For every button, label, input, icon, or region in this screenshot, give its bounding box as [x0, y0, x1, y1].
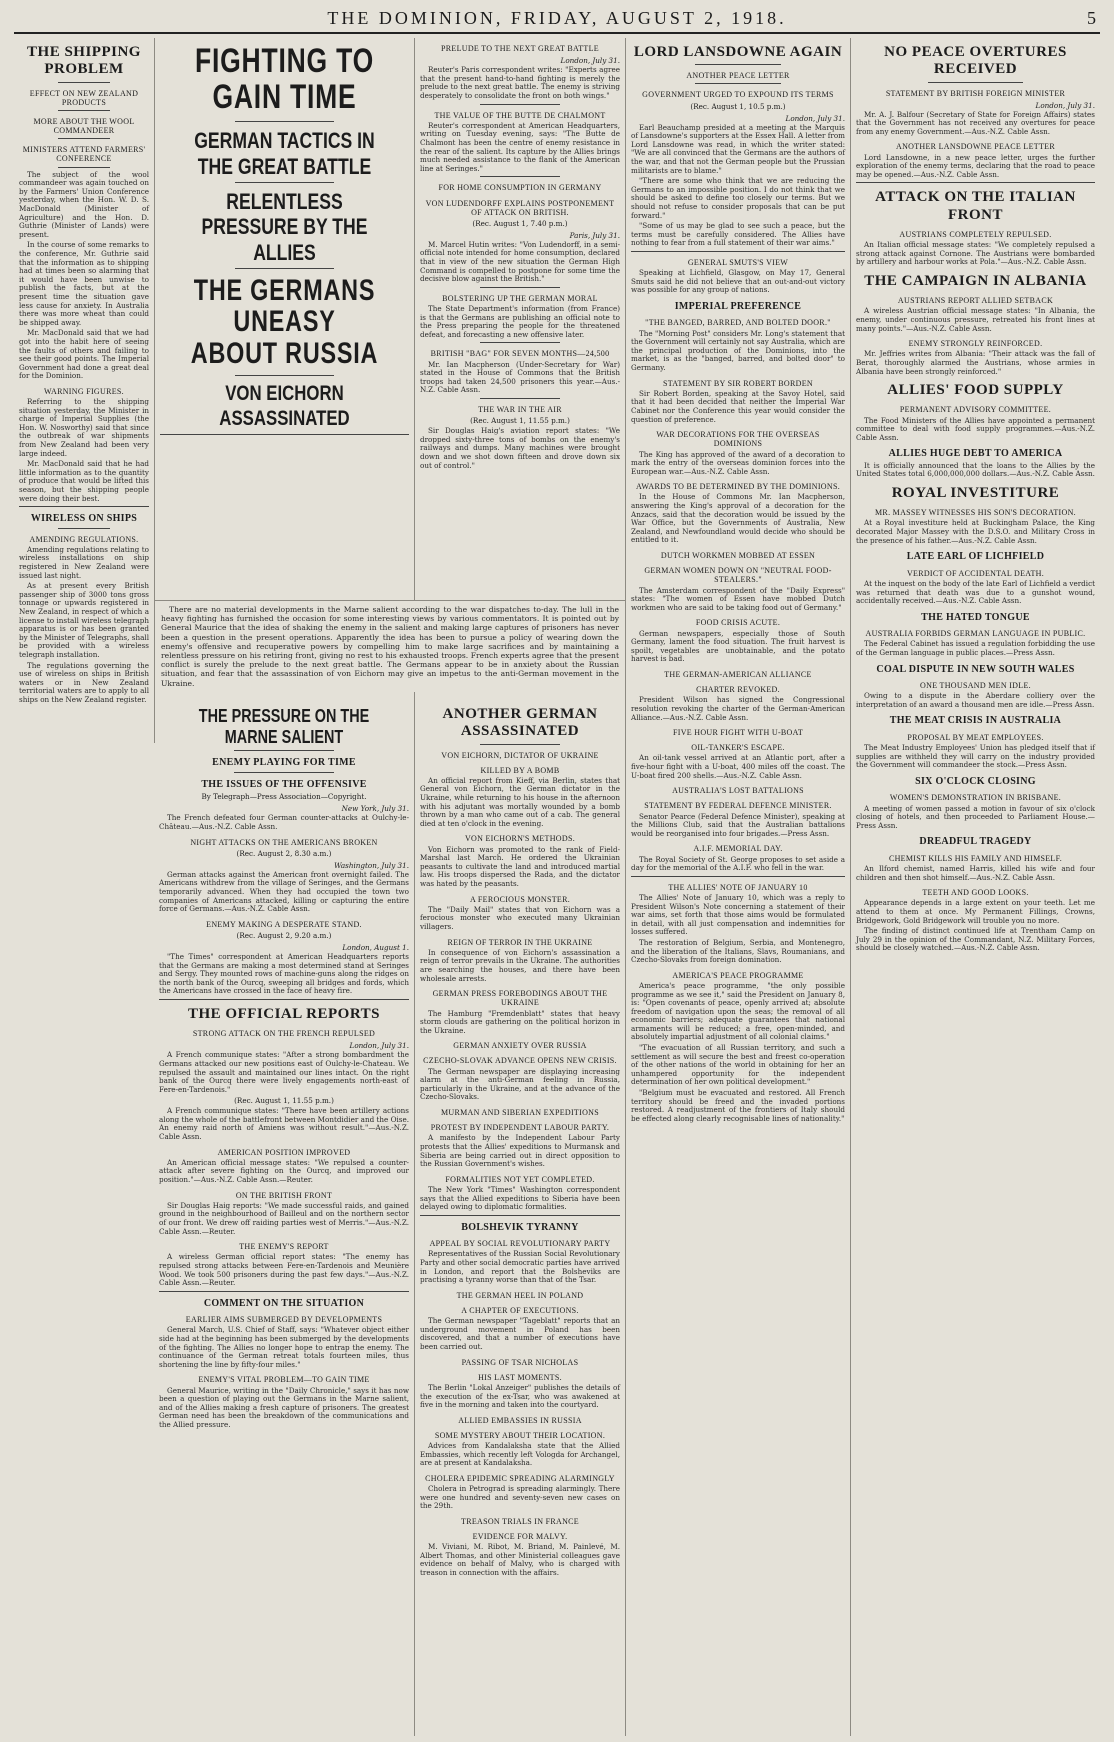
headline: CHOLERA EPIDEMIC SPREADING ALARMINGLY — [425, 1473, 615, 1483]
headline: FIVE HOUR FIGHT WITH U-BOAT — [672, 728, 804, 738]
headline: LATE EARL OF LICHFIELD — [906, 551, 1045, 563]
article-paragraph: German attacks against the American front overnight failed. The Americans withdrew from the village of Seringes, and the Germans temporarily advanced. When they had occupied the town two companies of Americans attacked, killing or capturing the entire force of Germans.—Aus.-N.Z. Cable Assn. — [159, 869, 409, 914]
article-paragraph: Cholera in Petrograd is spreading alarmingly. There were one hundred and seventy-seven new cases on the 29th. — [420, 1484, 620, 1511]
article-paragraph: The French defeated four German counter-attacks at Oulchy-le-Château.—Aus.-N.Z. Cable Assn. — [159, 813, 409, 831]
article-paragraph: Sir Douglas Haig reports: "We made successful raids, and gained ground in the neighbourhood of Bailleul and on the northern sector of our front. We drew off raiding parties west of Merris."—Aus.-N.Z. Cable Assn.—Reuter. — [159, 1200, 409, 1236]
headline: COAL DISPUTE IN NEW SOUTH WALES — [876, 663, 1075, 675]
article-paragraph: The Hamburg "Fremdenblatt" states that heavy storm clouds are gathering on the political horizon in the Ukraine. — [420, 1008, 620, 1035]
dateline: London, July 31. — [560, 56, 620, 66]
headline: THE WAR IN THE AIR — [478, 404, 562, 414]
headline: GERMAN PRESS FOREBODINGS ABOUT THE UKRAINE — [432, 989, 608, 1008]
article-paragraph: The regulations governing the use of wireless on ships in British waters or in New Zealand territorial waters are to apply to all ships on the New Zealand register. — [19, 660, 149, 704]
article-paragraph: The Allies' Note of January 10, which was a reply to President Wilson's Note concerning a statement of their war aims, set forth that those aims would be formulated in detail, with all just compensation and indemnities for losses suffered. — [631, 892, 845, 937]
article-paragraph: A meeting of women passed a motion in favour of six o'clock closing of hotels, and then proceeded to Parliament House.—Press Assn. — [856, 803, 1095, 830]
article-paragraph: Senator Pearce (Federal Defence Minister), speaking at the Millions Club, said that the Australian battalions would be reorganised into four brigades.—Press Assn. — [631, 811, 845, 838]
subheadline: CHARTER REVOKED. — [696, 685, 780, 695]
headline: ALLIES' FOOD SUPPLY — [887, 382, 1064, 399]
subheadline: AMENDING REGULATIONS. — [29, 534, 139, 544]
article-paragraph: An Ilford chemist, named Harris, killed his wife and four children and then shot himself.—Aus.-N.Z. Cable Assn. — [856, 864, 1095, 882]
headline: NO PEACE OVERTURES RECEIVED — [884, 44, 1067, 78]
article-paragraph: As at present every British passenger ship of 3000 tons gross tonnage or upwards registered in New Zealand, in respect of which a license to install wireless telegraph apparatus is or has been granted by the Minister of Telegraphs, shall be provided with a wireless telegraph installation. — [19, 581, 149, 659]
article-paragraph: At a Royal investiture held at Buckingham Palace, the King decorated Major Massey with the D.S.O. and Military Cross in the presence of his father.—Aus.-N.Z. Cable Assn. — [856, 518, 1095, 545]
article-paragraph: The Meat Industry Employees' Union has pledged itself that if supplies are withheld they will carry on the industry provided the Government will commandeer the stock.—Press Assn. — [856, 743, 1095, 770]
article-paragraph: Amending regulations relating to wireless installations on ship registered in New Zealand were issued last night. — [19, 544, 149, 580]
subheadline: STATEMENT BY BRITISH FOREIGN MINISTER — [885, 88, 1066, 98]
subheadline: APPEAL BY SOCIAL REVOLUTIONARY PARTY — [429, 1239, 611, 1249]
article-paragraph: "There are some who think that we are reducing the Germans to an impossible position. I do not think that we should be asked to define too closely our terms. But we should not refuse to consider proposals that can be put forward." — [631, 176, 845, 220]
subheadline: EFFECT ON NEW ZEALAND PRODUCTS — [29, 88, 139, 107]
subheadline: A CHAPTER OF EXECUTIONS. — [461, 1306, 579, 1315]
headline: PRELUDE TO THE NEXT GREAT BATTLE — [441, 44, 599, 53]
headline: ENEMY'S VITAL PROBLEM—TO GAIN TIME — [198, 1375, 370, 1385]
article-paragraph: The "Daily Mail" states that von Eichorn was a ferocious monster who executed many Ukrainian villagers. — [420, 904, 620, 931]
article-paragraph: Mr. Jeffries writes from Albania: "Their attack was the fall of Berat, thoroughly alarmed the Austrians, whose armies in Albania have been strongly reinforced." — [856, 349, 1095, 376]
headline: WAR DECORATIONS FOR THE OVERSEAS DOMINIONS — [656, 430, 820, 449]
headline: THE VALUE OF THE BUTTE DE CHALMONT — [434, 110, 606, 120]
article-paragraph: M. Viviani, M. Ribot, M. Briand, M. Painlevé, M. Albert Thomas, and other Ministerial colleagues gave evidence on behalf of Malvy, who is charged with treason in connection with the affairs. — [420, 1542, 620, 1577]
article-paragraph: "The Times" correspondent at American Headquarters reports that the Germans are making a most determined stand at Seringes and Sergy. They mounted rows of machine-guns along the ridges on the north bank of the Ourcq, sweeping all bridges and fords, which the Americans have crossed in the face of heavy fire. — [159, 951, 409, 996]
subheadline: PROTEST BY INDEPENDENT LABOUR PARTY. — [430, 1123, 610, 1133]
headline: THE ENEMY'S REPORT — [239, 1242, 329, 1252]
article-paragraph: Von Eichorn was promoted to the rank of Field-Marshal last March. He ordered the Ukrainian peasants to cultivate the land and introduced martial law. His troops dispersed the Rada, and the dictator was hated by the peasants. — [420, 844, 620, 888]
headline: STATEMENT BY SIR ROBERT BORDEN — [663, 378, 813, 388]
article-paragraph: The German newspaper are displaying increasing alarm at the anti-German feeling in Russia, particularly in the Ukraine, and at the advance of the Czecho-Slovaks. — [420, 1066, 620, 1102]
received-time: (Rec. August 1, 11.55 p.m.) — [234, 1096, 334, 1106]
dateline: London, July 31. — [349, 1041, 409, 1051]
subheadline: A.I.F. MEMORIAL DAY. — [693, 844, 783, 854]
article-paragraph: The Federal Cabinet has issued a regulation forbidding the use of the German language in public places.—Press Assn. — [856, 639, 1095, 657]
article-paragraph: The subject of the wool commandeer was again touched on by the Farmers' Union Conference yesterday, when the Hon. W. D. S. MacDonald (Minister of Agriculture) and the Hon. D. Guthrie (Minister of Lands) were present. — [19, 169, 149, 239]
article-paragraph: An American official message states: "We repulsed a counter-attack after severe fighting on the Ourcq, and improved our position."—Aus.-N.Z. Cable Assn.—Reuter. — [159, 1157, 409, 1185]
headline: ANOTHER GERMAN ASSASSINATED — [442, 706, 598, 740]
article-paragraph: A French communique states: "After a strong bombardment the Germans attacked our new positions east of Oulchy-le-Chateau. We repulsed the assault and maintained our lines intact. On the right bank of the Ourcq there were lively engagements north-east of Fere-en-Tardenois." — [159, 1050, 409, 1094]
subheadline: STATEMENT BY FEDERAL DEFENCE MINISTER. — [644, 801, 832, 811]
press-credit: By Telegraph—Press Association—Copyright. — [201, 792, 367, 802]
headline: BOLSHEVIK TYRANNY — [461, 1221, 579, 1233]
article-paragraph: The King has approved of the award of a decoration to mark the entry of the overseas dominion forces into the European war.—Aus.-N.Z. Cable Assn. — [631, 449, 845, 476]
subheadline: FORMALITIES NOT YET COMPLETED. — [445, 1174, 595, 1184]
headline: RELENTLESS PRESSURE BY THE ALLIES — [201, 188, 368, 265]
subheadline: VON EICHORN'S METHODS. — [464, 834, 576, 844]
headline: GERMAN TACTICS IN THE GREAT BATTLE — [194, 128, 375, 179]
subheadline: OIL-TANKER'S ESCAPE. — [691, 743, 785, 753]
article-paragraph: An Italian official message states: "We completely repulsed a strong attack against Cornone. The Austrians were bombarded by artillery and harbour works at Pola."—Aus.-N.Z. Cable Assn. — [856, 240, 1095, 267]
subheadline: PROPOSAL BY MEAT EMPLOYEES. — [907, 732, 1044, 742]
article-paragraph: America's peace programme, "the only possible programme as we see it," said the President on January 8, is: "Open covenants of peace, openly arrived at; absolute freedom of navigation upon the seas; the removal of all economic barriers; adequate guarantees that national armaments will be reduced; a free, open-minded, and absolutely impartial adjustment of all colonial claims." — [631, 980, 845, 1042]
subheadline: VON LUDENDORFF EXPLAINS POSTPONEMENT OF ATTACK ON BRITISH. — [425, 198, 615, 217]
headline: VON EICHORN ASSASSINATED — [219, 382, 350, 430]
dateline: New York, July 31. — [341, 804, 409, 814]
headline: BOLSTERING UP THE GERMAN MORAL — [442, 293, 598, 303]
headline: THE CAMPAIGN IN ALBANIA — [864, 272, 1087, 289]
headline: THE MEAT CRISIS IN AUSTRALIA — [889, 715, 1062, 727]
headline: GENERAL SMUTS'S VIEW — [687, 257, 789, 267]
headline: THE PRESSURE ON THE MARNE SALIENT — [198, 706, 370, 747]
received-time: (Rec. August 1, 11.55 p.m.) — [470, 416, 570, 426]
headline: ANOTHER LANSDOWNE PEACE LETTER — [896, 142, 1055, 152]
subheadline: HIS LAST MOMENTS. — [478, 1372, 562, 1382]
headline: AMERICAN POSITION IMPROVED — [217, 1147, 351, 1157]
subheadline: ONE THOUSAND MEN IDLE. — [920, 681, 1031, 691]
column-2-lower — [154, 700, 414, 1736]
article-paragraph: The New York "Times" Washington correspondent says that the Allied expeditions to Siberia have been delayed owing to diplomatic formalities. — [420, 1184, 620, 1212]
article-paragraph: An oil-tank vessel arrived at an Atlantic port, after a five-hour fight with a U-boat, 400 miles off the coast. The U-boat fired 200 shells.—Aus.-N.Z. Cable Assn. — [631, 753, 845, 780]
article-paragraph: Sir Douglas Haig's aviation report states: "We dropped sixty-three tons of bombs on the enemy's railways and dumps. Many machines were brought down and we shot down fifteen and drove down six out of control." — [420, 426, 620, 470]
page-number: 5 — [1087, 8, 1096, 28]
headline: ENEMY MAKING A DESPERATE STAND. — [206, 919, 362, 929]
headline: ALLIES HUGE DEBT TO AMERICA — [888, 448, 1063, 460]
article-paragraph: "Some of us may be glad to see such a peace, but the terms must be carefully considered. The Allies have nothing to fear from a full statement of their war aims." — [631, 221, 845, 248]
article-paragraph: In the course of some remarks to the conference, Mr. Guthrie said that the information as to shipping had at times been so alarming that it would have been unwise to publish the facts, but at the present time the situation gave less cause for anxiety. In Australia there was more wheat than could be shipped away. — [19, 240, 149, 327]
article-paragraph: The finding of distinct continued life at Trentham Camp on July 29 in the opinion of the Commandant, N.Z. Military Forces, should be closely watched.—Aus.-N.Z. Cable Assn. — [856, 926, 1095, 953]
article-paragraph: The State Department's information (from France) is that the Germans are publishing an official note to the Press preparing the people for the threatened defeat, and forecasting a new offensive later. — [420, 304, 620, 339]
subheadline: THE ISSUES OF THE OFFENSIVE — [201, 778, 367, 790]
subheadline: GERMAN WOMEN DOWN ON "NEUTRAL FOOD-STEALERS." — [644, 566, 832, 585]
subheadline: AWARDS TO BE DETERMINED BY THE DOMINIONS. — [635, 482, 841, 492]
subheadline: WARNING FIGURES. — [44, 386, 124, 396]
received-time: (Rec. August 1, 7.40 p.m.) — [472, 218, 568, 228]
column-4 — [625, 38, 850, 1736]
subheadline: MINISTERS ATTEND FARMERS' CONFERENCE — [22, 145, 146, 164]
dateline: Paris, July 31. — [569, 230, 620, 240]
column-3-lower — [414, 700, 625, 1736]
article-paragraph: Lord Lansdowne, in a new peace letter, urges the further exploration of the enemy terms, declaring that the road to peace may be opened.—Aus.-N.Z. Cable Assn. — [856, 152, 1095, 179]
article-paragraph: Mr. MacDonald said that we had got into the habit here of seeing the faults of others and failing to see their good points. The Imperial Government had done a great deal for the Dominion. — [19, 328, 149, 381]
headline: THE GERMAN HEEL IN POLAND — [456, 1290, 584, 1300]
lead-paragraph: There are no material developments in the Marne salient according to the war dispatches to-day. The lull in the heavy fighting has furnished the occasion for some interesting views by various commentators. It is pointed out by General Maurice that the idea of shaking the enemy in the salient and making large captures of prisoners has never been a question in the present operations. Apparently the idea has been to pursue a policy of wearing down the enemy's offensive and recuperative powers by compelling him to make large sacrifices and by maintaining a relentless pressure on his retiring front, giving no rest to his exhausted troops. French experts agree that the present conflict is surely the prelude to the next great battle. The Germans appear to be in anxiety about the Russian situation, and fear that the assassination of von Eichorn may give an impetus to the anti-German movement in the Ukraine. — [161, 605, 619, 688]
headline: ROYAL INVESTITURE — [891, 485, 1060, 501]
subheadline: CZECHO-SLOVAK ADVANCE OPENS NEW CRISIS. — [423, 1056, 617, 1066]
article-paragraph: At the inquest on the body of the late Earl of Lichfield a verdict was returned that death was due to a gunshot wound, accidentally received.—Aus.-N.Z. Cable Assn. — [856, 578, 1095, 606]
article-paragraph: A wireless German official report states: "The enemy has repulsed strong attacks between Fere-en-Tardenois and Meunière Wood. We took 500 prisoners during the past few days."—Aus.-N.Z. Cable Assn.—Reuter. — [159, 1252, 409, 1288]
headline: THE ALLIES' NOTE OF JANUARY 10 — [668, 882, 808, 892]
article-paragraph: Reuter's Paris correspondent writes: "Experts agree that the present hand-to-hand fighting is merely the prelude to the next great battle. The enemy is striving desperately to consolidate the front on both wings." — [420, 65, 620, 100]
headline: DUTCH WORKMEN MOBBED AT ESSEN — [660, 551, 816, 561]
article-paragraph: In consequence of von Eichorn's assassination a reign of terror prevails in the Ukraine. The authorities are searching the houses, and there have been wholesale arrests. — [420, 947, 620, 983]
headline: WIRELESS ON SHIPS — [30, 513, 138, 525]
subheadline: EARLIER AIMS SUBMERGED BY DEVELOPMENTS — [185, 1315, 383, 1325]
subheadline: AUSTRIANS COMPLETELY REPULSED. — [899, 229, 1052, 239]
headline: FOR HOME CONSUMPTION IN GERMANY — [438, 183, 602, 193]
newspaper-title: THE DOMINION, FRIDAY, AUGUST 2, 1918. — [327, 8, 787, 28]
column-1 — [14, 38, 154, 1736]
article-paragraph: An official report from Kieff, via Berlin, states that General von Eichorn, the German dictator in the Ukraine, while returning to his house in the afternoon with his adjutant was mortally wounded by a bomb thrown by a man who came out of a cab. The general died at ten o'clock in the evening. — [420, 775, 620, 828]
article-paragraph: Earl Beauchamp presided at a meeting at the Marquis of Lansdowne's supporters at the Essex Hall. A letter from Lord Lansdowne was read, in which the writer stated: "We are all convinced that the Germans are the authors of the war, and that not the German people but the Prussian militarists are to blame." — [631, 122, 845, 175]
headline: IMPERIAL PREFERENCE — [674, 300, 802, 312]
masthead — [14, 6, 1100, 34]
article-paragraph: A manifesto by the Independent Labour Party protests that the Allies' expeditions to Murmansk and Siberia are being carried out in direct opposition to the Russian Government's wishes. — [420, 1133, 620, 1169]
article-paragraph: "The evacuation of all Russian territory, and such a settlement as will secure the best and freest co-operation of the other nations of the world in obtaining for her an unhampered opportunity for the independent determination of her own political development." — [631, 1043, 845, 1087]
article-paragraph: The German newspaper "Tageblatt" reports that an underground movement in Poland has been discovered, and that a number of executions have been carried out. — [420, 1316, 620, 1351]
article-paragraph: The Royal Society of St. George proposes to set aside a day for the memorial of the A.I.F. who fell in the war. — [631, 854, 845, 873]
article-paragraph: It is officially announced that the loans to the Allies by the United States total 6,000,000,000 dollars.—Aus.-N.Z. Cable Assn. — [856, 460, 1095, 479]
subheadline: FOOD CRISIS ACUTE. — [695, 618, 781, 628]
article-paragraph: "Belgium must be evacuated and restored. All French territory should be freed and the invaded portions restored. A readjustment of the frontiers of Italy should be effected along clearly recognisable lines of nationality." — [631, 1088, 845, 1123]
article-paragraph: A wireless Austrian official message states: "In Albania, the enemy, under continuous pressure, retreated his front lines at many points."—Aus.-N.Z. Cable Assn. — [856, 306, 1095, 333]
headline: THE HATED TONGUE — [921, 611, 1030, 623]
headline: TEETH AND GOOD LOOKS. — [922, 888, 1029, 898]
dateline: London, August 1. — [342, 942, 409, 952]
column-5 — [850, 38, 1100, 1736]
received-time: (Rec. August 2, 8.30 a.m.) — [236, 848, 332, 858]
dateline: London, July 31. — [1035, 100, 1095, 110]
subheadline: ENEMY PLAYING FOR TIME — [212, 757, 356, 769]
article-paragraph: President Wilson has signed the Congressional resolution revoking the charter of the German-American Alliance.—Aus.-N.Z. Cable Assn. — [631, 695, 845, 722]
subheadline: AUSTRIANS REPORT ALLIED SETBACK — [897, 296, 1054, 306]
article-paragraph: Sir Robert Borden, speaking at the Savoy Hotel, said that it had been decided that neither the Imperial War Cabinet nor the Conference this year would consider the question of preference. — [631, 388, 845, 424]
subheadline: STRONG ATTACK ON THE FRENCH REPULSED — [192, 1029, 376, 1039]
headline: ATTACK ON THE ITALIAN FRONT — [875, 189, 1076, 223]
received-time: (Rec. August 1, 10.5 p.m.) — [690, 101, 786, 111]
headline: SIX O'CLOCK CLOSING — [915, 775, 1036, 787]
dateline: Washington, July 31. — [334, 860, 409, 870]
subheadline: VERDICT OF ACCIDENTAL DEATH. — [906, 568, 1045, 578]
headline: THE GERMANS UNEASY ABOUT RUSSIA — [190, 273, 379, 370]
article-paragraph: The Amsterdam correspondent of the "Daily Express" states: "The women of Essen have mobbed Dutch workmen who are said to be taking food out of Germany." — [631, 585, 845, 612]
article-paragraph: Representatives of the Russian Social Revolutionary Party and other social democratic parties have arrived in London, and report that the Bolsheviks are practising a tyranny worse than that of the Tsar. — [420, 1249, 620, 1285]
lead-summary — [154, 600, 625, 692]
main-headline: FIGHTING TO GAIN TIME — [194, 42, 374, 116]
headline: GERMAN ANXIETY OVER RUSSIA — [453, 1041, 587, 1051]
article-paragraph: The Food Ministers of the Allies have appointed a permanent committee to deal with food supply programmes.—Aus.-N.Z. Cable Assn. — [856, 415, 1095, 442]
article-paragraph: German newspapers, especially those of South Germany, lament the food situation. The fruit harvest is spoilt, vegetables are unobtainable, and the potato harvest is bad. — [631, 628, 845, 664]
subheadline: CHEMIST KILLS HIS FAMILY AND HIMSELF. — [888, 853, 1063, 863]
article-paragraph: Speaking at Lichfield, Glasgow, on May 17, General Smuts said he did not believe that an out-and-out victory was possible for any group of nations. — [631, 268, 845, 295]
article-paragraph: Mr. Ian Macpherson (Under-Secretary for War) stated in the House of Commons that the British troops had taken 24,500 prisoners this year.—Aus.-N.Z. Cable Assn. — [420, 359, 620, 395]
subheadline: SOME MYSTERY ABOUT THEIR LOCATION. — [434, 1430, 606, 1440]
subheadline: "THE BANGED, BARRED, AND BOLTED DOOR." — [645, 318, 831, 328]
subheadline: PERMANENT ADVISORY COMMITTEE. — [899, 405, 1052, 415]
subheadline: MR. MASSEY WITNESSES HIS SON'S DECORATION. — [875, 508, 1076, 518]
article-paragraph: In the House of Commons Mr. Ian Macpherson, answering the King's approval of a decoration for the Anzacs, said that the decoration would be issued by the War Office, but the Governments of Australia, New Zealand, and Newfoundland would decide who should be entitled to it. — [631, 492, 845, 545]
headline: TREASON TRIALS IN FRANCE — [461, 1516, 579, 1526]
headline: COMMENT ON THE SITUATION — [203, 1297, 365, 1309]
dateline: London, July 31. — [785, 113, 845, 123]
subheadline: KILLED BY A BOMB — [480, 765, 560, 775]
headline: THE GERMAN-AMERICAN ALLIANCE — [664, 669, 812, 679]
article-paragraph: Mr. MacDonald said that he had little information as to the quantity of produce that would be lifted this season, but the shipping people were doing their best. — [19, 459, 149, 503]
headline: MURMAN AND SIBERIAN EXPEDITIONS — [441, 1108, 599, 1118]
article-paragraph: The restoration of Belgium, Serbia, and Montenegro, and the liberation of the Italians, Slavs, Roumanians, and Czecho-Slovaks from foreign domination. — [631, 937, 845, 965]
subheadline: VON EICHORN, DICTATOR OF UKRAINE — [441, 750, 599, 760]
headline: DREADFUL TRAGEDY — [919, 836, 1032, 848]
headline: LORD LANSDOWNE AGAIN — [633, 44, 843, 60]
article-paragraph: A French communique states: "There have been artillery actions along the whole of the battlefront between Montdidier and the Oise. An enemy raid north of Amiens was without result."—Aus.-N.Z. Cable Assn. — [159, 1106, 409, 1142]
headline: PASSING OF TSAR NICHOLAS — [461, 1357, 579, 1367]
subheadline: ANOTHER PEACE LETTER — [686, 71, 790, 81]
received-time: (Rec. August 2, 9.20 a.m.) — [236, 930, 332, 940]
article-paragraph: M. Marcel Hutin writes: "Von Ludendorff, in a semi-official note intended for home consumption, declared that in view of the new situation the German High Command is compelled to postpone for some time the decisive blow against the British." — [420, 239, 620, 284]
headline: THE SHIPPING PROBLEM — [27, 44, 141, 78]
subheadline: ENEMY STRONGLY REINFORCED. — [908, 339, 1043, 349]
headline: ALLIED EMBASSIES IN RUSSIA — [458, 1415, 582, 1425]
article-paragraph: Appearance depends in a large extent on your teeth. Let me attend to them at once. My Permanent Fillings, Crowns, Bridgework, Gold Bridgework will trouble you no more. — [856, 898, 1095, 925]
subheadline: GOVERNMENT URGED TO EXPOUND ITS TERMS — [642, 90, 834, 100]
article-paragraph: Reuter's correspondent at American Headquarters, writing on Tuesday evening, says: "The Butte de Chalmont has been the centre of enemy resistance in the rear of the salient. Its capture by the Allies brings much needed assistance to the flank of the American line at Seringes." — [420, 120, 620, 173]
headline: THE OFFICIAL REPORTS — [187, 1005, 380, 1022]
subheadline: WOMEN'S DEMONSTRATION IN BRISBANE. — [889, 793, 1062, 803]
article-paragraph: General March, U.S. Chief of Staff, says: "Whatever object either side had at the beginning has been submerged by the developments of the fighting. The Allies no longer hope to entrap the enemy. The continuance of the German retreat totals fourteen miles, thus shortening the line by fifty-four miles." — [159, 1325, 409, 1369]
headline: BRITISH "BAG" FOR SEVEN MONTHS—24,500 — [430, 349, 610, 359]
headline: AMERICA'S PEACE PROGRAMME — [672, 970, 804, 980]
article-paragraph: Mr. A. J. Balfour (Secretary of State for Foreign Affairs) states that the Government has not received any overtures for peace from any enemy Government.—Aus.-N.Z. Cable Assn. — [856, 109, 1095, 136]
headline: AUSTRALIA'S LOST BATTALIONS — [672, 786, 804, 796]
subheadline: MORE ABOUT THE WOOL COMMANDEER — [33, 116, 135, 136]
headline: ON THE BRITISH FRONT — [235, 1190, 333, 1200]
article-paragraph: The Berlin "Lokal Anzeiger" publishes the details of the execution of the ex-Tsar, who was awakened at five in the morning and taken into the courtyard. — [420, 1382, 620, 1410]
article-paragraph: Owing to a dispute in the Aberdare colliery over the interpretation of an award a thousand men are idle.—Press Assn. — [856, 691, 1095, 709]
article-paragraph: Advices from Kandalaksha state that the Allied Embassies, which recently left Vologda for Archangel, are at present at Kandalaksha. — [420, 1441, 620, 1468]
subheadline: A FEROCIOUS MONSTER. — [469, 894, 570, 904]
headline: NIGHT ATTACKS ON THE AMERICANS BROKEN — [190, 837, 378, 847]
subheadline: EVIDENCE FOR MALVY. — [472, 1532, 568, 1542]
article-paragraph: The "Morning Post" considers Mr. Long's statement that the Government will certainly not say Australia, which are the principal production of the Dominions, into the market, is as the "banged, barred, and bolted door" to Germany. — [631, 328, 845, 372]
headline: REIGN OF TERROR IN THE UKRAINE — [447, 937, 593, 947]
subheadline: AUSTRALIA FORBIDS GERMAN LANGUAGE IN PUBLIC. — [865, 629, 1086, 639]
article-paragraph: General Maurice, writing in the "Daily Chronicle," says it has now been a question of playing out the Germans in the Marne salient, and of the Allies making a fresh capture of prisoners. The greatest German need has been the breakdown of the communications and the Allied pressure. — [159, 1385, 409, 1429]
article-paragraph: Referring to the shipping situation yesterday, the Minister in charge of Imperial Supplies (the Hon. W. Nosworthy) said that since the outbreak of war shipments from New Zealand had been very large indeed. — [19, 397, 149, 458]
